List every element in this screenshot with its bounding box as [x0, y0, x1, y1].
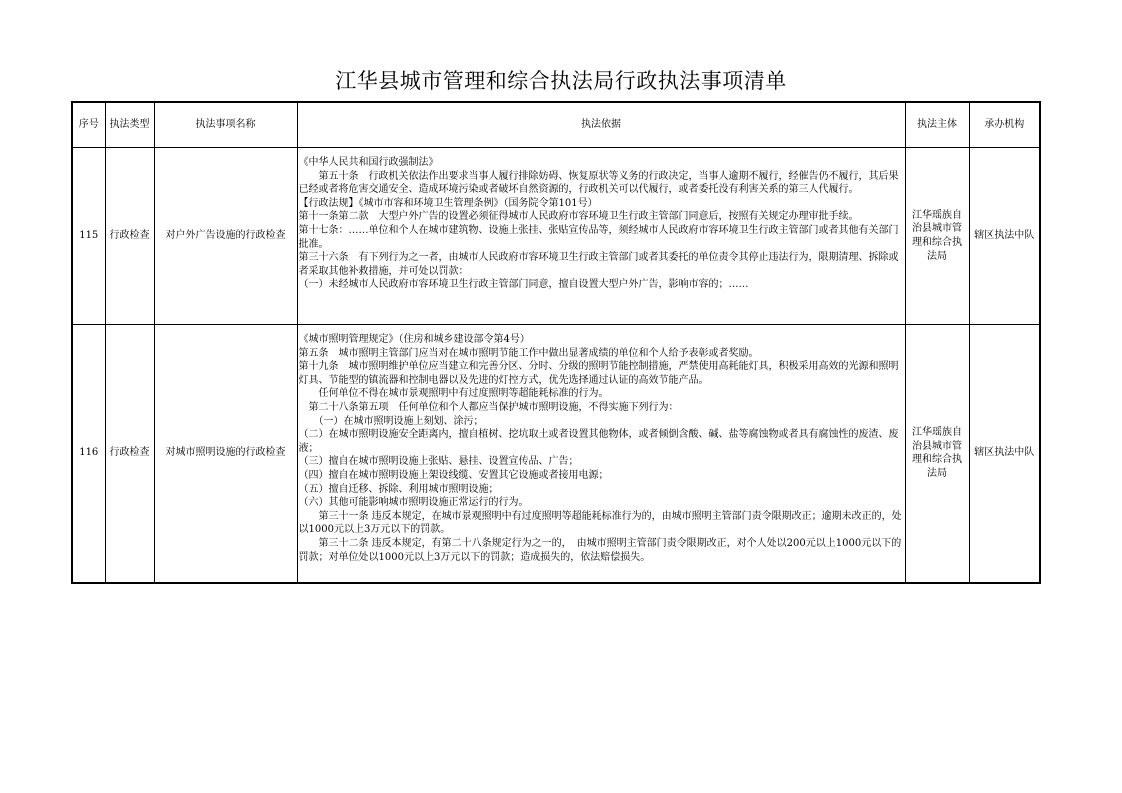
basis-line: 第五十条 行政机关依法作出要求当事人履行排除妨碍、恢复原状等义务的行政决定，当事人逾期不履行，经催告仍不履行，其后果已经或者将危害交通安全、造成环境污染或者破坏自然资源的，行政机关可以代履行，或者委托没有利害关系的第三人代履行。: [298, 170, 899, 196]
basis-line: （三）擅自在城市照明设施上张贴、悬挂、设置宣传品、广告；: [298, 456, 579, 468]
basis-line: 第二十八条第五项 任何单位和个人都应当保护城市照明设施，不得实施下列行为：: [298, 401, 679, 413]
table-row: [72, 325, 1040, 583]
basis-line: 《城市照明管理规定》（住房和城乡建设部令第4号）: [298, 334, 530, 345]
row-basis: [297, 148, 905, 325]
basis-line: 第十七条：……单位和个人在城市建筑物、设施上张挂、张贴宣传品等，须经城市人民政府市容环境卫生行政主管部门或者其他有关部门批准。: [298, 224, 899, 250]
header-type: 执法类型: [105, 102, 154, 148]
basis-line: （一）未经城市人民政府市容环境卫生行政主管部门同意，擅自设置大型户外广告，影响市容的；……: [298, 279, 749, 291]
header-org: 承办机构: [969, 102, 1040, 148]
enforcement-table: [71, 101, 1041, 584]
basis-line: 任何单位不得在城市景观照明中有过度照明等超能耗标准的行为。: [298, 388, 609, 400]
row-no: 116: [72, 325, 105, 583]
row-type: 行政检查: [105, 148, 154, 325]
row-basis: [297, 325, 905, 583]
basis-line: （五）擅自迁移、拆除、利用城市照明设施；: [298, 483, 499, 495]
table-header-row: [72, 102, 1040, 148]
row-type: 行政检查: [105, 325, 154, 583]
page-title: 江华县城市管理和综合执法局行政执法事项清单: [335, 69, 787, 93]
row-name: 对户外广告设施的行政检查: [154, 148, 297, 325]
row-subject: 江华瑶族自治县城市管理和综合执法局: [905, 325, 969, 583]
row-subject: 江华瑶族自治县城市管理和综合执法局: [905, 148, 969, 325]
row-org: 辖区执法中队: [969, 325, 1040, 583]
basis-line: （二）在城市照明设施安全距离内，擅自植树、挖坑取土或者设置其他物体，或者倾倒含酸、碱、盐等腐蚀物或者具有腐蚀性的废渣、废液；: [298, 429, 899, 454]
basis-line: （六）其他可能影响城市照明设施正常运行的行为。: [298, 497, 529, 509]
basis-line: （四）擅自在城市照明设施上架设线缆、安置其它设施或者接用电源；: [298, 469, 609, 481]
header-basis: 执法依据: [297, 102, 905, 148]
table-row: [72, 148, 1040, 325]
row-no: 115: [72, 148, 105, 325]
basis-line: 【行政法规】《城市市容和环境卫生管理条例》（国务院令第101号）: [298, 197, 598, 209]
row-name: 对城市照明设施的行政检查: [154, 325, 297, 583]
basis-line: 第十九条 城市照明维护单位应当建立和完善分区、分时、分级的照明节能控制措施，严禁使用高耗能灯具，积极采用高效的光源和照明灯具、节能型的镇流器和控制电器以及先进的灯控方式，优先选择通过认证的高效节能产品。: [298, 361, 899, 386]
basis-line: 第三十二条 违反本规定，有第二十八条规定行为之一的， 由城市照明主管部门责令限期改正，对个人处以200元以上1000元以下的罚款；对单位处以1000元以上3万元以下的罚款；造成损失的，依法赔偿损失。: [298, 537, 902, 563]
basis-line: 第十一条第二款 大型户外广告的设置必须征得城市人民政府市容环境卫生行政主管部门同意后，按照有关规定办理审批手续。: [298, 211, 859, 223]
header-subject: 执法主体: [905, 102, 969, 148]
basis-line: 第五条 城市照明主管部门应当对在城市照明节能工作中做出显著成绩的单位和个人给予表彰或者奖励。: [298, 347, 759, 359]
header-name: 执法事项名称: [154, 102, 297, 148]
basis-line: 《中华人民共和国行政强制法》: [298, 157, 439, 168]
row-org: 辖区执法中队: [969, 148, 1040, 325]
header-no: 序号: [72, 102, 105, 148]
basis-line: （一）在城市照明设施上刻划、涂污；: [298, 415, 484, 427]
basis-line: 第三十一条 违反本规定，在城市景观照明中有过度照明等超能耗标准行为的，由城市照明主管部门责令限期改正；逾期未改正的，处以1000元以上3万元以下的罚款。: [298, 510, 902, 536]
basis-line: 第三十六条 有下列行为之一者，由城市人民政府市容环境卫生行政主管部门或者其委托的单位责令其停止违法行为，限期清理、拆除或者采取其他补救措施，并可处以罚款：: [298, 252, 899, 277]
